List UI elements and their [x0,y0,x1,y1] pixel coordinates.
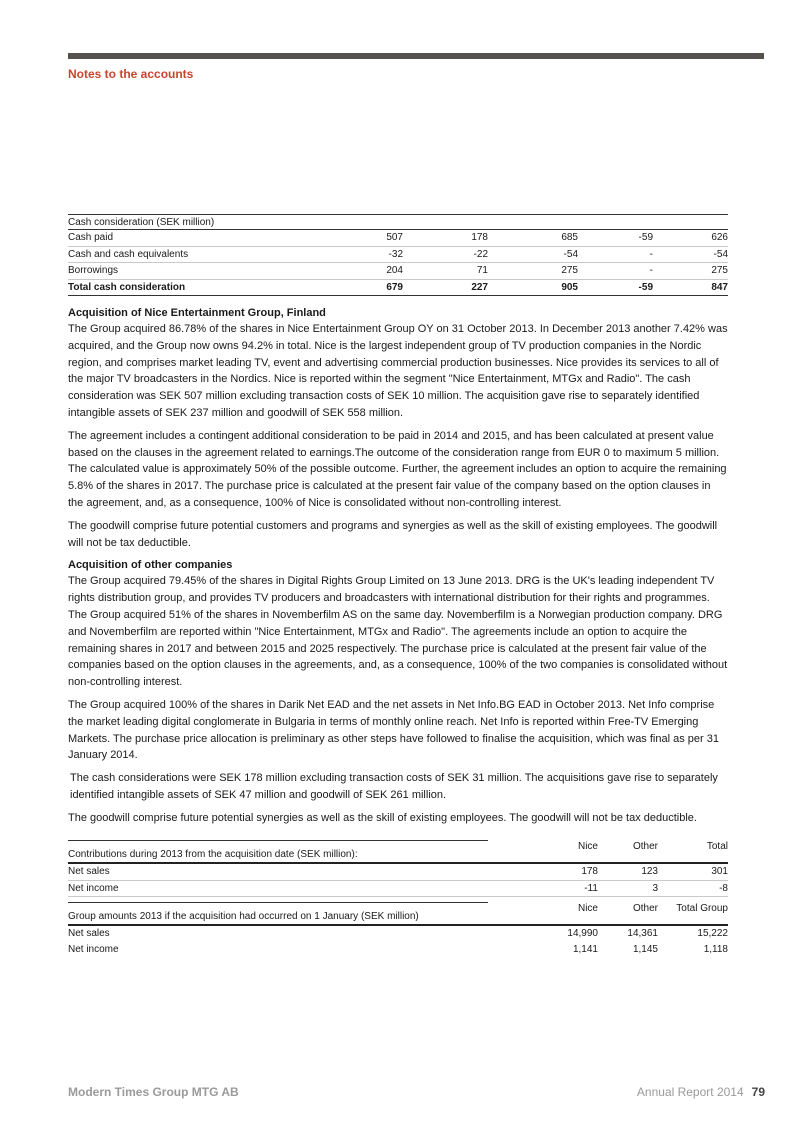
table-cell: 71 [403,263,488,280]
header-rule [68,53,764,59]
table-row [68,263,728,280]
group-amounts-table [68,902,728,957]
other-paragraph-2: The Group acquired 100% of the shares in Darik Net EAD and the net assets in Net Info.BG EAD in October 2013. Net Info comprise the market leading digital conglomerate in Bulgaria in terms of monthly online reach. Net Info is reported within Free-TV Emerging Markets. The purchase price allocation is preliminary as other steps have followed to finalise the acquisition, which was final as per 31 January 2014. [68,698,719,762]
table-header-row [68,903,728,926]
nice-paragraph-2: The agreement includes a contingent additional consideration to be paid in 2014 and 2015, and has been calculated at present value based on the clauses in the agreement related to earnings.The outcome of the consideration range from EUR 0 to maximum 5 million. The calculated value is approximately 50% of the possible outcome. Further, the agreement includes an option to acquire the remaining 5.8% of the shares in 2017. The purchase price is calculated at the present fair value of the company based on the option clauses in the agreement, and, as a consequence, 100% of Nice is consolidated without non-controlling interest. [68,429,727,509]
table-cell: -32 [308,246,403,263]
cash-consideration-table [68,214,728,296]
footer-right [637,1085,765,1099]
other-paragraph-1: The Group acquired 79.45% of the shares in Digital Rights Group Limited on 13 June 2013. DRG is the UK's leading independent TV rights distribution group, and provides TV producers and broadcasters with international distribution for their rights and programmes. The Group acquired 51% of the shares in Novemberfilm AS on the same day. Novemberfilm is a Norwegian production company. DRG and Novemberfilm are reported within "Nice Entertainment, MTGx and Radio". The agreements include an option to acquire the remaining shares in 2017 and between 2015 and 2025 respectively. The purchase price is calculated at the present fair value of the companies based on the option clauses in the agreements, and, as a consequence, 100% of the two companies is consolidated without non-controlling interest. [68,575,728,689]
footer-report-title: Annual Report 2014 [636,1085,744,1099]
table-cell: 15,222 [697,928,728,940]
table-cell: -11 [488,880,598,897]
column-header: Nice [577,902,598,914]
table-cell: 123 [598,863,658,880]
other-paragraph-4: The goodwill comprise future potential synergies as well as the skill of existing employees. The goodwill will not be tax deductible. [68,811,697,824]
table-cell: 1,141 [572,943,598,955]
table-cell: -8 [658,880,728,897]
table-cell: 1,145 [632,943,658,955]
contributions-table [68,840,728,897]
table-title: Cash consideration (SEK million) [68,215,728,230]
nice-paragraph-3: The goodwill comprise future potential customers and programs and synergies as well as the skill of existing employees. The goodwill will not be tax deductible. [68,519,718,549]
table-cell: 905 [488,279,578,296]
column-header: Total Group [676,902,728,914]
table-cell: 3 [598,880,658,897]
table-row [68,942,728,958]
row-label: Total cash consideration [68,279,308,296]
table-title: Group amounts 2013 if the acquisition had occurred on 1 January (SEK million) [68,903,488,926]
table-cell: 685 [488,230,578,247]
column-header: Total [706,840,728,852]
row-label: Cash and cash equivalents [68,246,308,263]
table-header-row [68,841,728,864]
row-label: Net income [68,880,488,897]
row-label: Net income [68,943,119,955]
table-row [68,230,728,247]
table-cell: 847 [653,279,728,296]
table-cell: 14,361 [627,928,658,940]
table-cell: 301 [658,863,728,880]
column-header: Nice [577,840,598,852]
table-cell: -54 [653,246,728,263]
other-heading: Acquisition of other companies [68,559,233,572]
table-cell: 178 [403,230,488,247]
section-title: Notes to the accounts [68,67,194,81]
table-cell: 507 [308,230,403,247]
table-cell: 227 [403,279,488,296]
table-title: Contributions during 2013 from the acquisition date (SEK million): [68,841,488,864]
table-cell: -59 [578,279,653,296]
table-cell: -59 [578,230,653,247]
row-label: Borrowings [68,263,308,280]
table-cell: 1,118 [703,943,728,955]
table-cell: - [578,263,653,280]
notes-body [68,305,728,833]
table-cell: 275 [653,263,728,280]
table-cell: 679 [308,279,403,296]
table-cell: 204 [308,263,403,280]
other-paragraph-3: The cash considerations were SEK 178 million excluding transaction costs of SEK 31 million. The acquisitions gave rise to separately identified intangible assets of SEK 47 million and goodwill of SEK 261 million. [70,772,718,801]
footer-company: Modern Times Group MTG AB [68,1085,239,1099]
page-number: 79 [751,1085,765,1099]
table-cell: -54 [488,246,578,263]
table-cell: - [578,246,653,263]
row-label: Cash paid [68,230,308,247]
nice-heading: Acquisition of Nice Entertainment Group, Finland [68,307,326,319]
table-row [68,863,728,880]
table-row [68,246,728,263]
table-cell: 626 [653,230,728,247]
table-cell: -22 [403,246,488,263]
column-header: Other [632,902,658,914]
table-row [68,925,728,942]
table-cell: 275 [488,263,578,280]
table-row [68,880,728,897]
nice-paragraph-1: The Group acquired 86.78% of the shares in Nice Entertainment Group OY on 31 October 2013. In December 2013 another 7.42% was acquired, and the Group now owns 94.2% in total. Nice is the largest independent group of TV production companies in the Nordic region, and comprises market leading TV, event and advertising commercial production businesses. Nice provides its services to all of the major TV broadcasters in the Nordics. Nice is reported within the segment "Nice Entertainment, MTGx and Radio". The cash consideration was SEK 507 million excluding transaction costs of SEK 10 million. The acquisition gave rise to separately identified intangible assets of SEK 237 million and goodwill of SEK 558 million. [68,323,728,419]
column-header: Other [632,840,658,852]
table-header-row [68,215,728,230]
row-label: Net sales [68,863,488,880]
table-cell: 178 [488,863,598,880]
table-total-row [68,279,728,296]
table-cell: 14,990 [567,928,598,940]
row-label: Net sales [68,928,110,940]
